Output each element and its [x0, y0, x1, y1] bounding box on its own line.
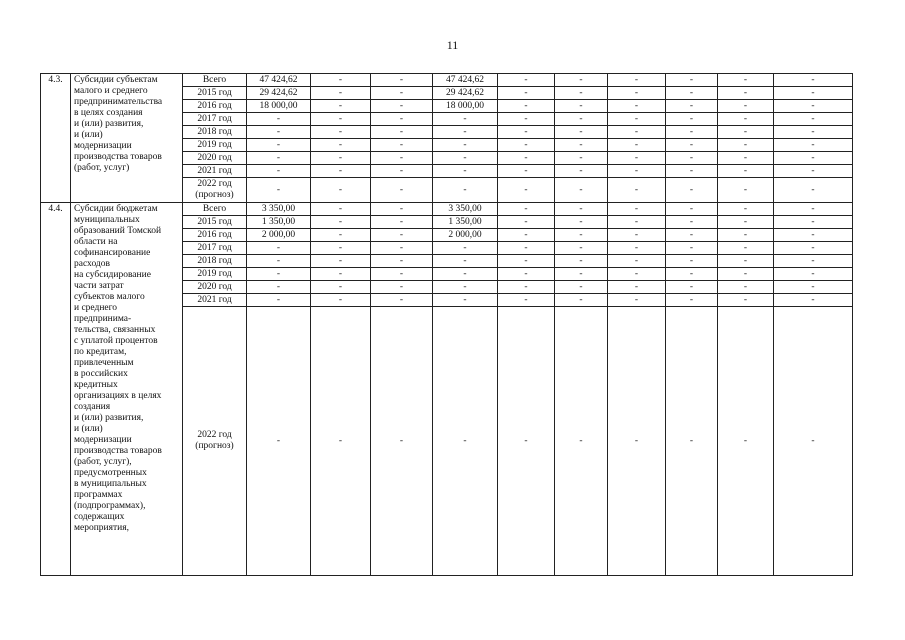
value-cell: -	[718, 229, 774, 242]
value-cell: -	[555, 113, 608, 126]
value-cell: -	[311, 152, 371, 165]
value-cell: -	[371, 126, 433, 139]
value-cell: -	[718, 74, 774, 87]
value-cell: -	[498, 229, 555, 242]
description-line: (подпрограммах),	[74, 501, 146, 511]
budget-table	[40, 73, 853, 576]
description-line: предусмотренных	[74, 468, 147, 478]
value-cell: 1 350,00	[433, 216, 498, 229]
value-cell: -	[774, 178, 853, 203]
description-line: предпринима-	[74, 314, 132, 324]
value-cell: -	[608, 139, 666, 152]
value-cell: -	[774, 139, 853, 152]
value-cell: -	[433, 139, 498, 152]
value-cell: -	[718, 113, 774, 126]
value-cell: -	[555, 100, 608, 113]
value-cell: -	[774, 229, 853, 242]
value-cell: -	[498, 165, 555, 178]
description-line: предпринимательства	[74, 97, 163, 107]
value-cell: -	[247, 281, 311, 294]
value-cell: -	[666, 255, 718, 268]
description-line: и (или) развития,	[74, 119, 144, 129]
value-cell: -	[247, 165, 311, 178]
value-cell: -	[247, 255, 311, 268]
value-cell: -	[666, 139, 718, 152]
value-cell: -	[247, 113, 311, 126]
year-cell: 2021 год	[183, 294, 247, 307]
table-row	[41, 74, 853, 87]
value-cell: -	[774, 216, 853, 229]
value-cell: -	[666, 242, 718, 255]
description-line: Субсидии бюджетам	[74, 204, 158, 214]
description-line: производства товаров	[74, 446, 162, 456]
value-cell: -	[433, 113, 498, 126]
value-cell: 18 000,00	[247, 100, 311, 113]
value-cell: -	[608, 87, 666, 100]
value-cell: -	[718, 100, 774, 113]
value-cell: -	[718, 281, 774, 294]
value-cell: -	[371, 229, 433, 242]
year-cell: Всего	[183, 74, 247, 87]
description-line: образований Томской	[74, 226, 162, 236]
year-cell: 2016 год	[183, 229, 247, 242]
value-cell: 3 350,00	[247, 203, 311, 216]
value-cell: -	[718, 294, 774, 307]
value-cell: -	[433, 294, 498, 307]
section-number: 4.3.	[41, 74, 71, 203]
description-line: организациях в целях	[74, 391, 162, 401]
value-cell: -	[311, 74, 371, 87]
value-cell: -	[774, 87, 853, 100]
value-cell: -	[498, 152, 555, 165]
value-cell: -	[666, 281, 718, 294]
value-cell: -	[311, 294, 371, 307]
value-cell: -	[433, 178, 498, 203]
value-cell: -	[666, 178, 718, 203]
description-line: софинансирование	[74, 248, 151, 258]
value-cell: -	[247, 178, 311, 203]
year-cell: 2022 год (прогноз)	[183, 178, 247, 203]
value-cell: -	[433, 307, 498, 576]
description-line: по кредитам,	[74, 347, 127, 357]
value-cell: -	[247, 294, 311, 307]
value-cell: -	[311, 126, 371, 139]
description-line: производства товаров	[74, 152, 162, 162]
value-cell: -	[774, 165, 853, 178]
value-cell: -	[608, 216, 666, 229]
value-cell: -	[608, 255, 666, 268]
value-cell: -	[498, 203, 555, 216]
year-cell: 2017 год	[183, 242, 247, 255]
page-number: 11	[446, 38, 459, 52]
value-cell: -	[774, 268, 853, 281]
value-cell: -	[371, 307, 433, 576]
value-cell: 47 424,62	[433, 74, 498, 87]
value-cell: -	[498, 268, 555, 281]
description-line: модернизации	[74, 435, 132, 445]
value-cell: -	[666, 74, 718, 87]
value-cell: -	[555, 152, 608, 165]
value-cell: -	[371, 178, 433, 203]
year-cell: 2020 год	[183, 281, 247, 294]
description-line: в муниципальных	[74, 479, 147, 489]
value-cell: -	[311, 281, 371, 294]
value-cell: -	[371, 268, 433, 281]
year-cell: 2019 год	[183, 268, 247, 281]
value-cell: -	[371, 100, 433, 113]
value-cell: -	[498, 242, 555, 255]
year-cell: 2017 год	[183, 113, 247, 126]
value-cell: -	[666, 113, 718, 126]
value-cell: -	[608, 268, 666, 281]
value-cell: -	[774, 152, 853, 165]
description-line: и (или)	[74, 130, 103, 140]
value-cell: -	[718, 203, 774, 216]
value-cell: -	[247, 152, 311, 165]
value-cell: -	[498, 74, 555, 87]
description-line: модернизации	[74, 141, 132, 151]
value-cell: -	[311, 100, 371, 113]
value-cell: -	[666, 268, 718, 281]
description-line: Субсидии субъектам	[74, 75, 158, 85]
value-cell: -	[498, 100, 555, 113]
value-cell: -	[774, 294, 853, 307]
description-line: создания	[74, 402, 111, 412]
value-cell: -	[433, 268, 498, 281]
description-line: привлеченным	[74, 358, 134, 368]
section-description	[71, 74, 183, 203]
value-cell: -	[666, 294, 718, 307]
year-cell: Всего	[183, 203, 247, 216]
value-cell: -	[666, 100, 718, 113]
value-cell: -	[371, 152, 433, 165]
description-line: на субсидирование	[74, 270, 151, 280]
value-cell: -	[371, 113, 433, 126]
value-cell: -	[718, 216, 774, 229]
value-cell: -	[555, 294, 608, 307]
value-cell: -	[433, 242, 498, 255]
value-cell: -	[311, 139, 371, 152]
table-body	[41, 74, 853, 576]
value-cell: -	[371, 203, 433, 216]
value-cell: -	[608, 242, 666, 255]
value-cell: -	[371, 294, 433, 307]
value-cell: -	[555, 216, 608, 229]
value-cell: -	[608, 126, 666, 139]
year-cell: 2022 год (прогноз)	[183, 307, 247, 576]
description-line: части затрат	[74, 281, 124, 291]
value-cell: -	[498, 139, 555, 152]
value-cell: 47 424,62	[247, 74, 311, 87]
value-cell: -	[371, 242, 433, 255]
value-cell: -	[718, 178, 774, 203]
value-cell: -	[371, 165, 433, 178]
value-cell: -	[774, 307, 853, 576]
value-cell: 29 424,62	[433, 87, 498, 100]
value-cell: -	[555, 281, 608, 294]
description-line: с уплатой процентов	[74, 336, 158, 346]
value-cell: -	[555, 203, 608, 216]
value-cell: -	[371, 139, 433, 152]
value-cell: -	[555, 126, 608, 139]
value-cell: -	[555, 139, 608, 152]
value-cell: -	[311, 203, 371, 216]
value-cell: -	[311, 255, 371, 268]
value-cell: -	[433, 126, 498, 139]
value-cell: -	[608, 165, 666, 178]
value-cell: -	[718, 87, 774, 100]
value-cell: -	[498, 113, 555, 126]
value-cell: -	[311, 307, 371, 576]
value-cell: -	[608, 307, 666, 576]
value-cell: -	[718, 255, 774, 268]
year-cell: 2019 год	[183, 139, 247, 152]
value-cell: -	[311, 229, 371, 242]
value-cell: -	[555, 74, 608, 87]
value-cell: -	[247, 307, 311, 576]
value-cell: -	[608, 113, 666, 126]
value-cell: -	[247, 139, 311, 152]
value-cell: -	[718, 139, 774, 152]
value-cell: -	[555, 87, 608, 100]
value-cell: -	[371, 87, 433, 100]
value-cell: -	[666, 87, 718, 100]
value-cell: -	[608, 203, 666, 216]
value-cell: -	[666, 203, 718, 216]
value-cell: -	[311, 165, 371, 178]
value-cell: -	[498, 255, 555, 268]
value-cell: -	[433, 165, 498, 178]
value-cell: -	[666, 216, 718, 229]
description-line: и (или) развития,	[74, 413, 144, 423]
value-cell: -	[774, 281, 853, 294]
description-line: (работ, услуг),	[74, 457, 132, 467]
value-cell: 1 350,00	[247, 216, 311, 229]
value-cell: -	[774, 100, 853, 113]
value-cell: -	[608, 152, 666, 165]
value-cell: -	[718, 268, 774, 281]
value-cell: -	[247, 268, 311, 281]
value-cell: -	[371, 216, 433, 229]
value-cell: -	[718, 165, 774, 178]
description-line: в российских	[74, 369, 128, 379]
value-cell: -	[311, 242, 371, 255]
value-cell: -	[498, 216, 555, 229]
value-cell: -	[774, 203, 853, 216]
description-line: программах	[74, 490, 123, 500]
description-line: тельства, связанных	[74, 325, 156, 335]
description-line: (работ, услуг)	[74, 163, 130, 173]
value-cell: -	[247, 126, 311, 139]
description-line: субъектов малого	[74, 292, 145, 302]
value-cell: -	[371, 255, 433, 268]
value-cell: -	[774, 242, 853, 255]
value-cell: -	[311, 87, 371, 100]
value-cell: -	[498, 87, 555, 100]
value-cell: -	[498, 307, 555, 576]
value-cell: -	[774, 255, 853, 268]
value-cell: 18 000,00	[433, 100, 498, 113]
year-cell: 2015 год	[183, 87, 247, 100]
value-cell: -	[433, 255, 498, 268]
value-cell: -	[666, 307, 718, 576]
value-cell: 2 000,00	[433, 229, 498, 242]
value-cell: -	[311, 216, 371, 229]
value-cell: -	[555, 255, 608, 268]
description-line: и среднего	[74, 303, 118, 313]
value-cell: -	[608, 281, 666, 294]
value-cell: -	[718, 307, 774, 576]
description-line: малого и среднего	[74, 86, 148, 96]
value-cell: -	[666, 152, 718, 165]
value-cell: -	[774, 126, 853, 139]
value-cell: -	[608, 229, 666, 242]
value-cell: -	[608, 74, 666, 87]
value-cell: -	[498, 281, 555, 294]
value-cell: -	[498, 294, 555, 307]
value-cell: -	[608, 178, 666, 203]
value-cell: -	[666, 229, 718, 242]
value-cell: -	[555, 268, 608, 281]
value-cell: -	[555, 307, 608, 576]
value-cell: -	[555, 242, 608, 255]
value-cell: -	[311, 113, 371, 126]
year-cell: 2018 год	[183, 126, 247, 139]
description-line: и (или)	[74, 424, 103, 434]
value-cell: -	[608, 100, 666, 113]
value-cell: -	[498, 178, 555, 203]
value-cell: -	[555, 165, 608, 178]
year-cell: 2016 год	[183, 100, 247, 113]
description-line: муниципальных	[74, 215, 140, 225]
value-cell: -	[433, 152, 498, 165]
section-description	[71, 203, 183, 576]
section-number: 4.4.	[41, 203, 71, 576]
description-line: области на	[74, 237, 118, 247]
table-row	[41, 203, 853, 216]
description-line: в целях создания	[74, 108, 143, 118]
description-line: мероприятия,	[74, 523, 129, 533]
description-line: содержащих	[74, 512, 125, 522]
year-cell: 2015 год	[183, 216, 247, 229]
value-cell: -	[666, 165, 718, 178]
value-cell: -	[311, 268, 371, 281]
value-cell: -	[371, 281, 433, 294]
value-cell: -	[555, 178, 608, 203]
description-line: кредитных	[74, 380, 118, 390]
value-cell: -	[718, 242, 774, 255]
value-cell: -	[247, 242, 311, 255]
value-cell: -	[433, 281, 498, 294]
value-cell: -	[608, 294, 666, 307]
value-cell: -	[371, 74, 433, 87]
value-cell: -	[718, 152, 774, 165]
value-cell: -	[718, 126, 774, 139]
year-cell: 2020 год	[183, 152, 247, 165]
value-cell: -	[498, 126, 555, 139]
value-cell: -	[774, 74, 853, 87]
year-cell: 2021 год	[183, 165, 247, 178]
value-cell: -	[311, 178, 371, 203]
year-cell: 2018 год	[183, 255, 247, 268]
value-cell: 29 424,62	[247, 87, 311, 100]
value-cell: 3 350,00	[433, 203, 498, 216]
description-line: расходов	[74, 259, 110, 269]
value-cell: -	[555, 229, 608, 242]
value-cell: -	[774, 113, 853, 126]
value-cell: 2 000,00	[247, 229, 311, 242]
value-cell: -	[666, 126, 718, 139]
